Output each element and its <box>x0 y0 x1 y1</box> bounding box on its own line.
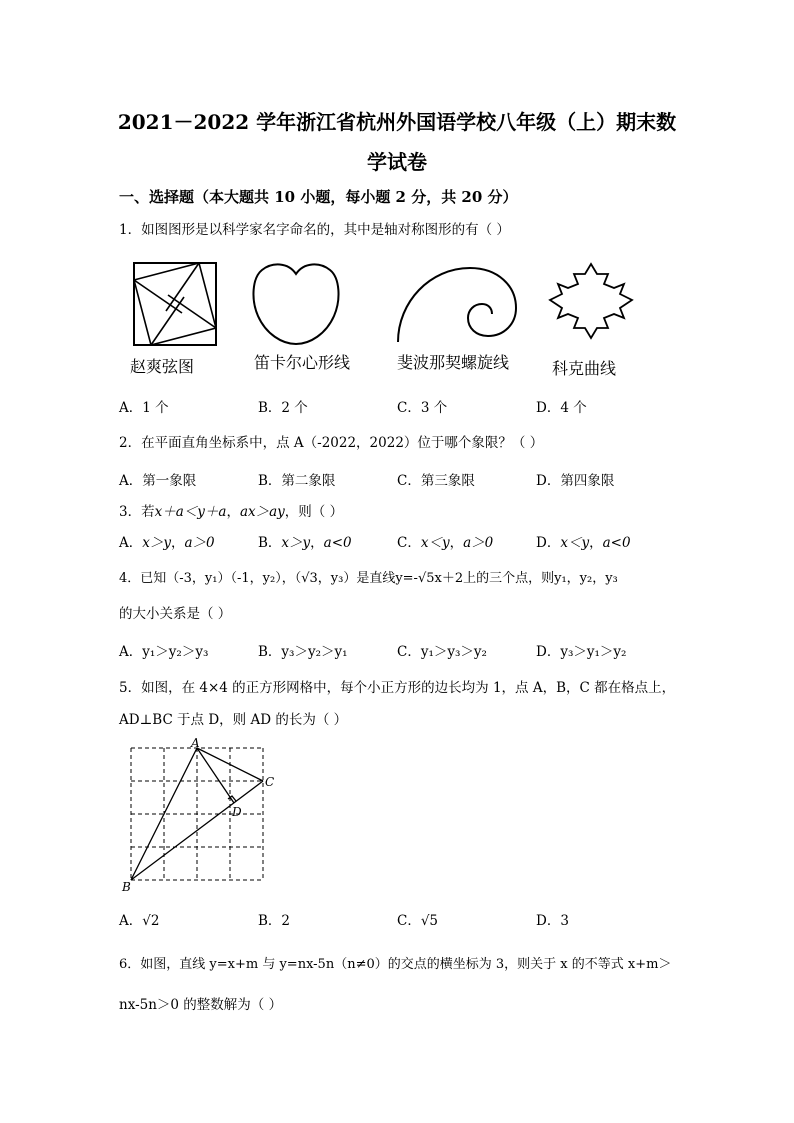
q1-option-d[interactable]: D．4 个 <box>536 400 587 416</box>
caption-koch: 科克曲线 <box>552 359 617 378</box>
q2-option-d[interactable]: D．第四象限 <box>536 473 615 489</box>
q3-d-cond: a<0 <box>602 535 631 551</box>
q3-c-label: C． <box>397 535 421 551</box>
cardioid-figure <box>250 260 342 346</box>
q2-option-a[interactable]: A．第一象限 <box>119 473 197 489</box>
question-5-line2: AD⊥BC 于点 D，则 AD 的长为（ ） <box>119 712 348 728</box>
q3-b-rel: x＞y <box>281 535 311 551</box>
q3-d-rel: x＜y <box>560 535 590 551</box>
q3-c-cond: a＞0 <box>463 535 494 551</box>
point-c-label: C <box>265 775 275 789</box>
question-4-line1: 4．已知（-3，y₁）（-1，y₂），（√3，y₃）是直线y=-√5x＋2上的三个点，则y₁，y₂，y₃ <box>119 571 618 586</box>
fibonacci-spiral-figure <box>394 262 520 346</box>
q3-b-label: B． <box>258 535 282 551</box>
q4-option-b[interactable]: B．y₃＞y₂＞y₁ <box>258 644 348 660</box>
section-heading: 一、选择题（本大题共 10 小题，每小题 2 分，共 20 分） <box>119 188 518 206</box>
koch-snowflake-figure <box>548 254 634 350</box>
q3-cond1: x＋a＜y＋a <box>154 504 227 520</box>
q3-c-rel: x＜y <box>420 535 450 551</box>
question-1-stem: 1．如图图形是以科学家名字命名的，其中是轴对称图形的有（ ） <box>119 222 510 238</box>
q5-option-b[interactable]: B．2 <box>258 913 291 929</box>
q2-option-b[interactable]: B．第二象限 <box>258 473 336 489</box>
grid-triangle-figure <box>120 738 280 892</box>
q3-d-label: D． <box>536 535 561 551</box>
q1-option-c[interactable]: C．3 个 <box>397 400 448 416</box>
question-5-line1: 5．如图，在 4×4 的正方形网格中，每个小正方形的边长均为 1，点 A，B，C 都在格点上， <box>119 680 676 696</box>
question-3-stem: 3．若x＋a＜y＋a，ax＞ay，则（ ） <box>119 504 344 520</box>
q3-a-cond: a＞0 <box>184 535 215 551</box>
q5-option-d[interactable]: D．3 <box>536 913 569 929</box>
question-4-line2: 的大小关系是（ ） <box>119 606 232 622</box>
caption-cardioid: 笛卡尔心形线 <box>254 353 351 372</box>
q4-option-a[interactable]: A．y₁＞y₂＞y₃ <box>119 644 209 660</box>
point-d-label: D <box>232 805 242 819</box>
q3-b-cond: a<0 <box>323 535 352 551</box>
grid-lines <box>131 748 263 880</box>
question-6-line2: nx-5n＞0 的整数解为（ ） <box>119 997 283 1013</box>
q3-suffix: ，则（ ） <box>284 504 344 520</box>
exam-title-line1: 2021－2022 学年浙江省杭州外国语学校八年级（上）期末数 <box>117 110 677 134</box>
q5-option-a[interactable]: A．√2 <box>119 913 160 929</box>
q3-a-label: A． <box>119 535 143 551</box>
caption-fibonacci: 斐波那契螺旋线 <box>397 353 510 372</box>
q4-option-d[interactable]: D．y₃＞y₁＞y₂ <box>536 644 627 660</box>
q4-option-c[interactable]: C．y₁＞y₃＞y₂ <box>397 644 487 660</box>
q5-option-c[interactable]: C．√5 <box>397 913 439 929</box>
exam-title-line2: 学试卷 <box>367 150 427 174</box>
q3-option-c[interactable]: C．x＜y，a＞0 <box>397 535 494 551</box>
point-b-label: B <box>122 880 131 892</box>
point-a-label: A <box>191 738 200 750</box>
q3-a-rel: x＞y <box>142 535 171 551</box>
q1-option-a[interactable]: A．1 个 <box>119 400 169 416</box>
q1-option-b[interactable]: B．2 个 <box>258 400 308 416</box>
question-2-stem: 2．在平面直角坐标系中，点 A（-2022，2022）位于哪个象限？（ ） <box>119 435 544 451</box>
zhaoshuang-figure <box>133 262 217 346</box>
q3-cond2: ax＞ay <box>239 504 285 520</box>
q2-option-c[interactable]: C．第三象限 <box>397 473 475 489</box>
question-6-line1: 6．如图，直线 y=x+m 与 y=nx-5n（n≠0）的交点的横坐标为 3，则关于 x 的不等式 x+m＞ <box>119 957 672 972</box>
q3-option-d[interactable]: D．x＜y，a<0 <box>536 535 631 551</box>
q3-prefix: 3．若 <box>119 504 155 520</box>
q3-option-b[interactable]: B．x＞y，a<0 <box>258 535 352 551</box>
q3-option-a[interactable]: A．x＞y，a＞0 <box>119 535 215 551</box>
caption-zhaoshuang: 赵爽弦图 <box>130 357 195 376</box>
